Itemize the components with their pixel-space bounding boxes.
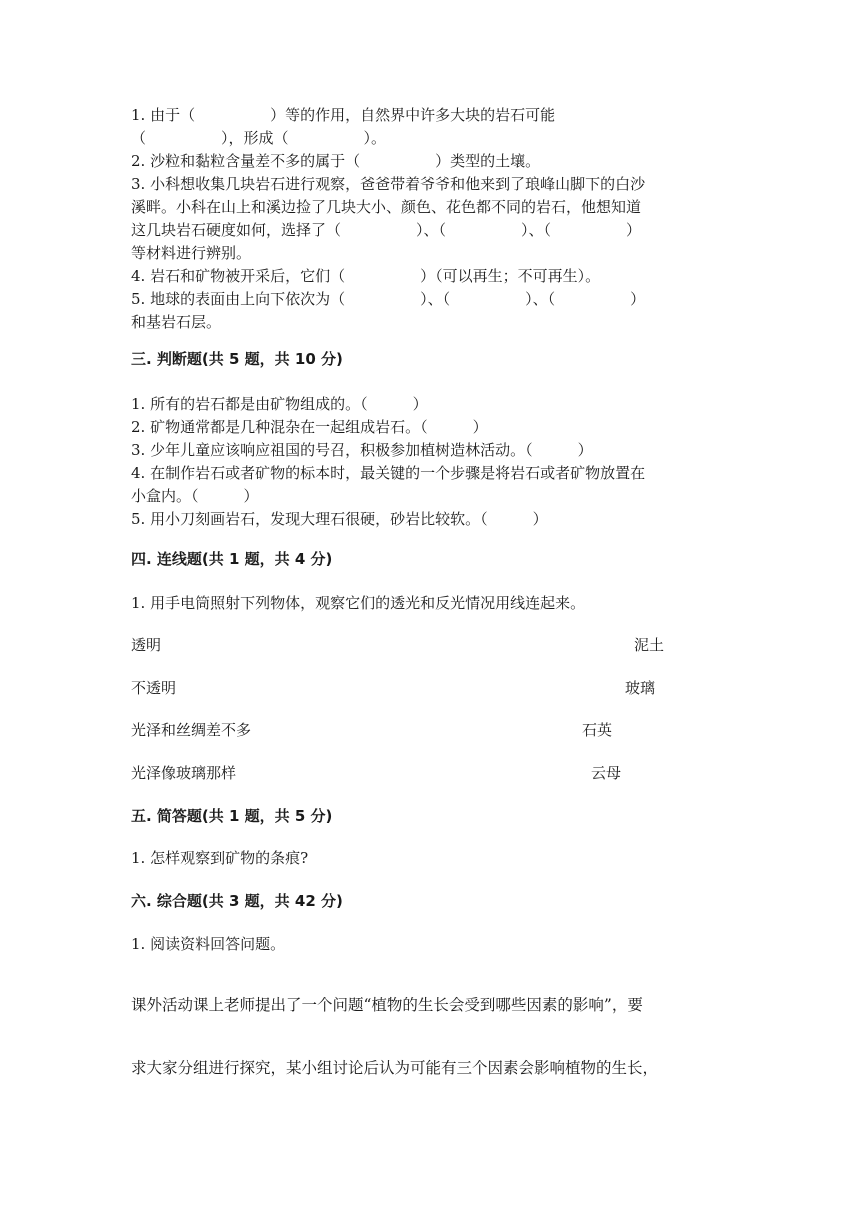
fill-q5-line1: 5. 地球的表面由上向下依次为（ ）、（ ）、（ ） [131,290,646,308]
judge-q4-line2: 小盒内。（ ） [131,487,259,505]
judge-q2: 2. 矿物通常都是几种混杂在一起组成岩石。（ ） [131,418,488,436]
match-right-item: 泥土 [634,636,665,654]
match-right-item: 玻璃 [625,679,656,697]
fill-q5-line2: 和基岩石层。 [131,313,222,331]
fill-q1-line1: 1. 由于（ ）等的作用，自然界中许多大块的岩石可能 [131,106,556,124]
section-5-heading: 五. 简答题(共 1 题，共 5 分) [131,807,333,825]
fill-q3-line1: 3. 小科想收集几块岩石进行观察，爸爸带着爷爷和他来到了琅峰山脚下的白沙 [131,175,646,193]
fill-q3-line2: 溪畔。小科在山上和溪边捡了几块大小、颜色、花色都不同的岩石，他想知道 [131,198,642,216]
judge-q5: 5. 用小刀刻画岩石，发现大理石很硬，砂岩比较软。（ ） [131,510,548,528]
match-q1: 1. 用手电筒照射下列物体，观察它们的透光和反光情况用线连起来。 [131,594,586,612]
match-right-item: 云母 [591,764,622,782]
reading-paragraph-line1: 课外活动课上老师提出了一个问题“植物的生长会受到哪些因素的影响”，要 [131,996,643,1014]
match-left-item: 透明 [131,636,162,654]
section-4-heading: 四. 连线题(共 1 题，共 4 分) [131,550,333,568]
judge-q1: 1. 所有的岩石都是由矿物组成的。（ ） [131,395,428,413]
fill-q3-line3: 这几块岩石硬度如何，选择了（ ）、（ ）、（ ） [131,221,642,239]
fill-q4: 4. 岩石和矿物被开采后，它们（ ）（可以再生；不可再生）。 [131,267,601,285]
match-left-item: 光泽像玻璃那样 [131,764,237,782]
section-3-heading: 三. 判断题(共 5 题，共 10 分) [131,350,343,368]
fill-q1-line2: （ ），形成（ ）。 [131,129,387,147]
section-6-heading: 六. 综合题(共 3 题，共 42 分) [131,892,343,910]
short-answer-q1: 1. 怎样观察到矿物的条痕? [131,849,309,867]
match-left-item: 不透明 [131,679,177,697]
match-right-item: 石英 [582,721,613,739]
match-left-item: 光泽和丝绸差不多 [131,721,252,739]
fill-q2: 2. 沙粒和黏粒含量差不多的属于（ ）类型的土壤。 [131,152,541,170]
reading-paragraph-line2: 求大家分组进行探究，某小组讨论后认为可能有三个因素会影响植物的生长， [131,1059,659,1077]
judge-q4-line1: 4. 在制作岩石或者矿物的标本时，最关键的一个步骤是将岩石或者矿物放置在 [131,464,646,482]
fill-q3-line4: 等材料进行辨别。 [131,244,252,262]
judge-q3: 3. 少年儿童应该响应祖国的号召，积极参加植树造林活动。（ ） [131,441,593,459]
comprehensive-q1: 1. 阅读资料回答问题。 [131,935,286,953]
